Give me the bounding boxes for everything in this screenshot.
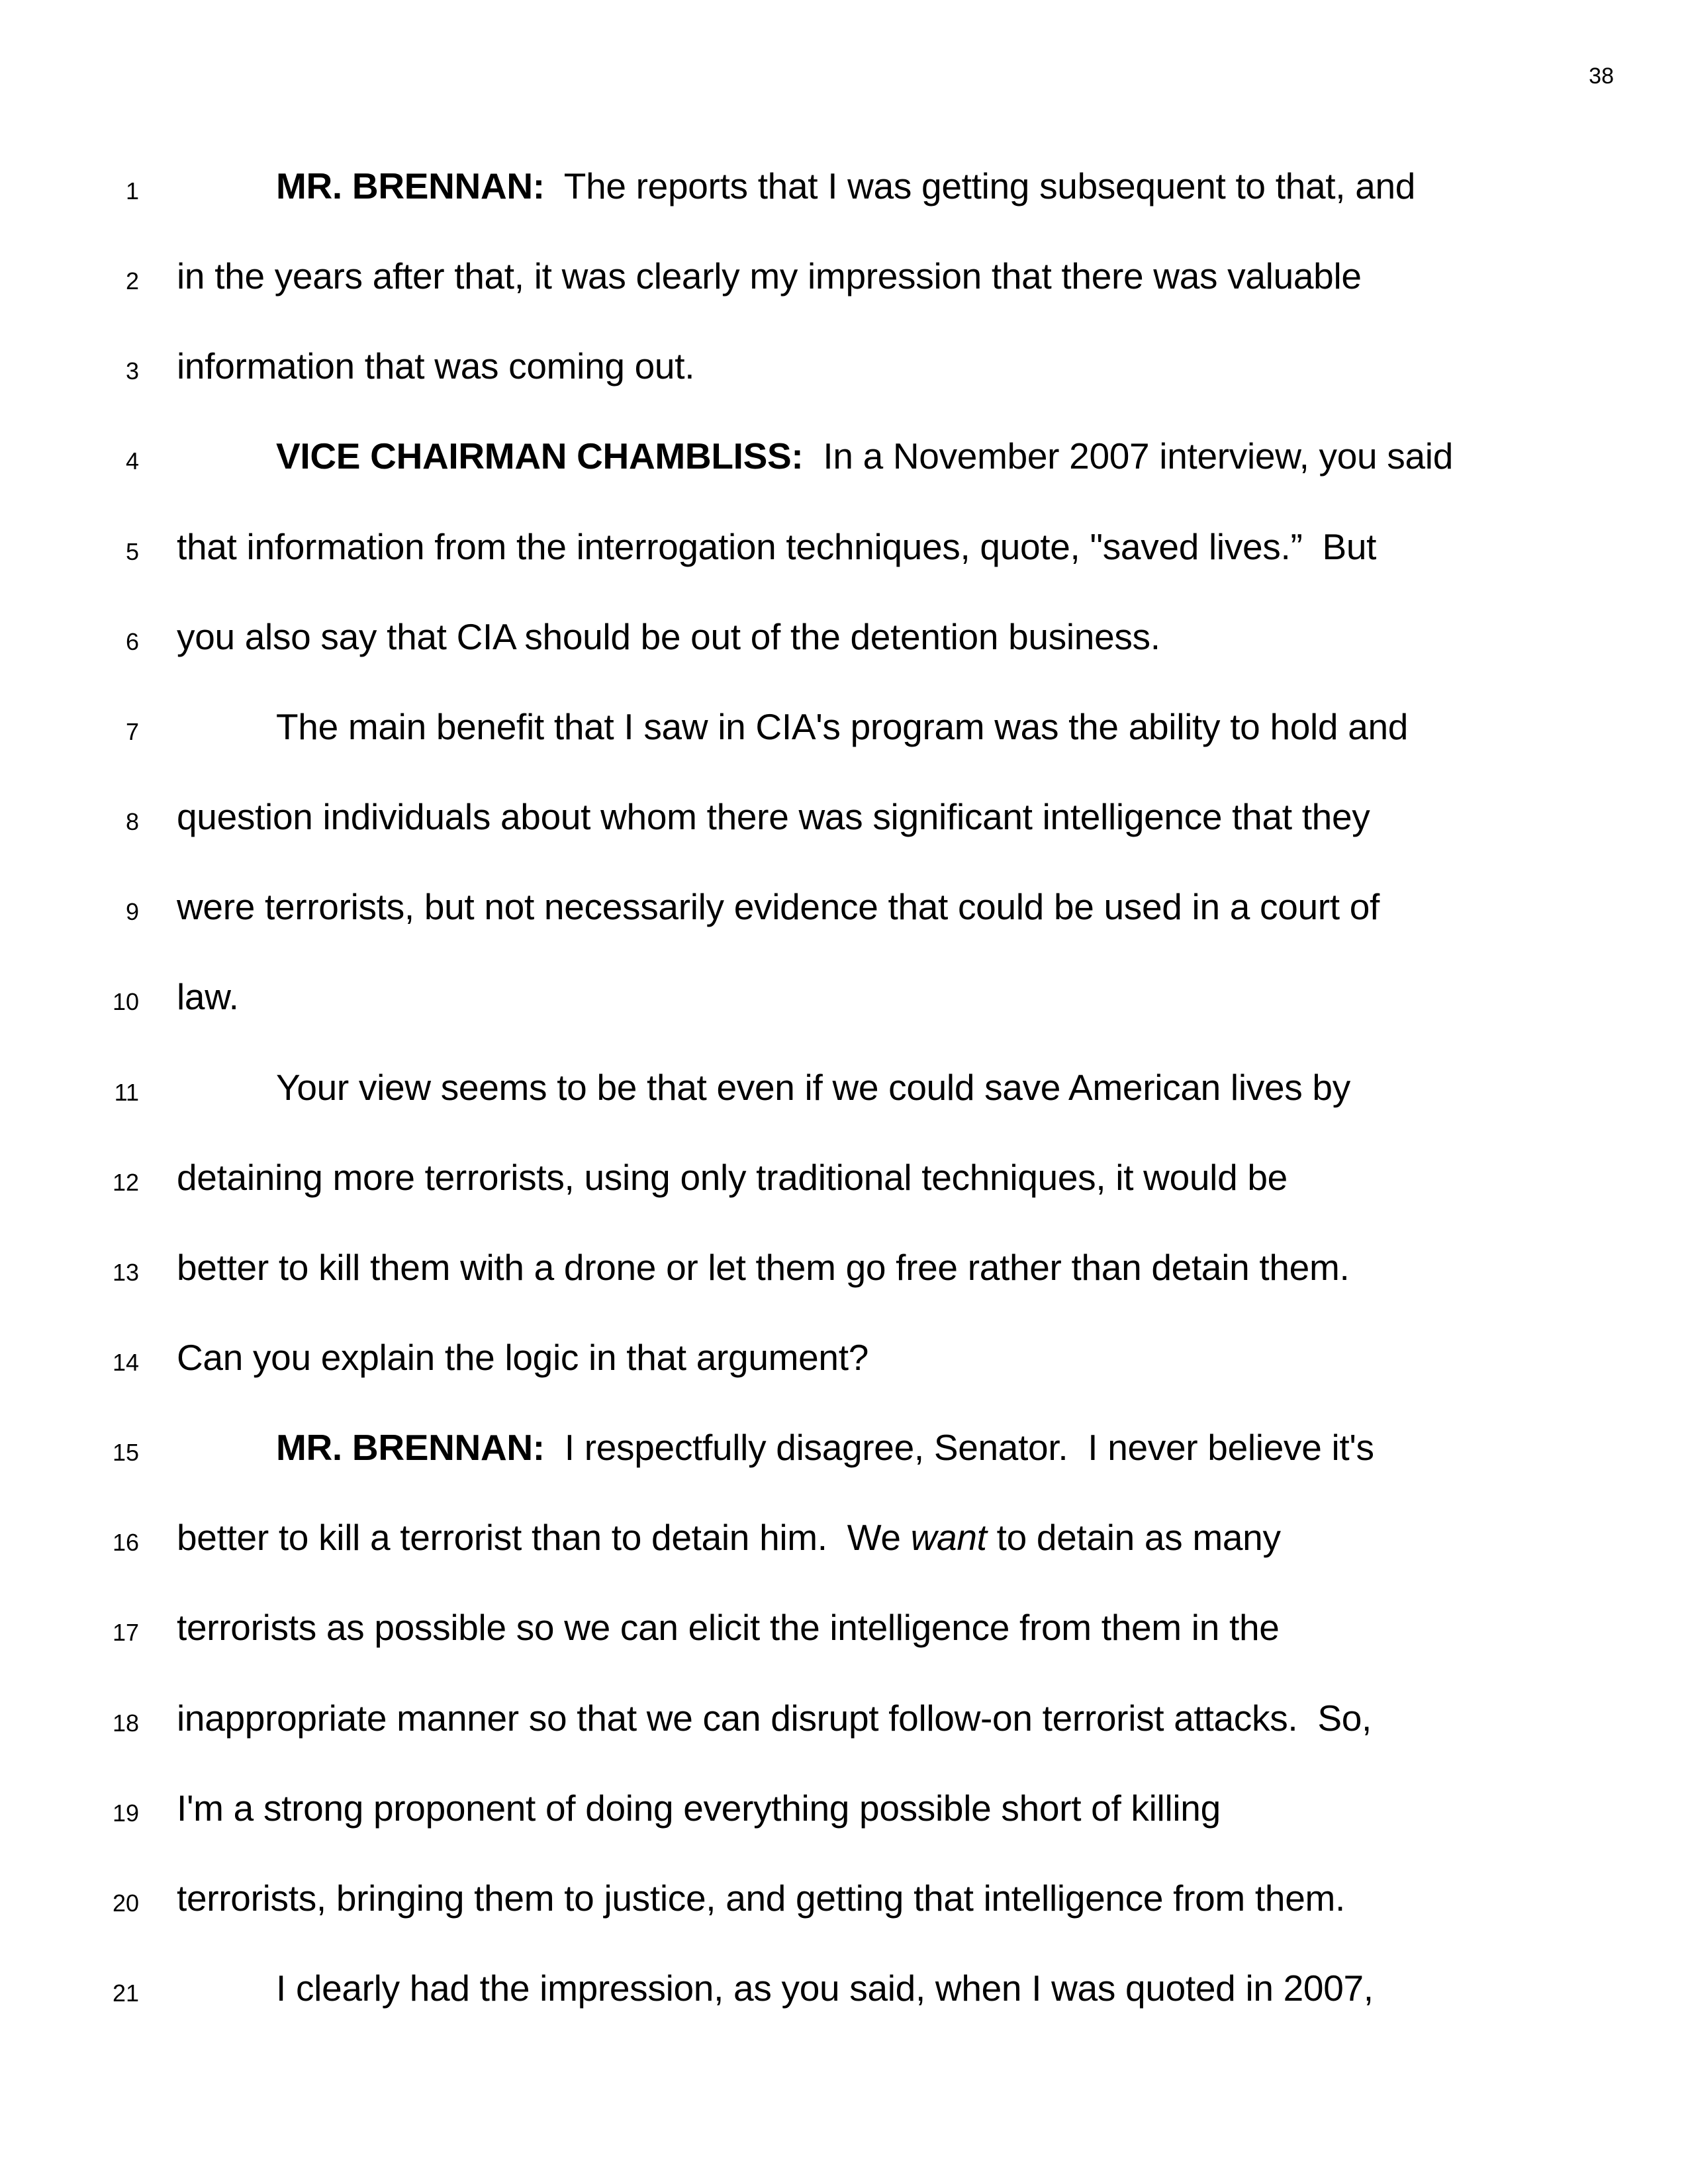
text-run: were terrorists, but not necessarily evidence that could be used in a court of [177,886,1380,928]
transcript-line [0,253,1688,343]
transcript-line [0,1154,1688,1244]
transcript-line [0,1785,1688,1875]
line-number: 4 [125,447,139,475]
text-run: The reports that I was getting subsequent to that, and [544,165,1416,206]
line-text [177,1785,1221,1831]
line-number: 1 [125,177,139,205]
page-number: 38 [1589,64,1614,89]
transcript-line [0,704,1688,794]
transcript-line [0,1514,1688,1604]
line-text [276,433,1453,479]
transcript-line [0,614,1688,704]
transcript-line [0,1875,1688,1965]
line-number: 18 [112,1709,139,1737]
line-number: 21 [112,1979,139,2007]
line-text [276,163,1415,209]
text-run: in the years after that, it was clearly my impression that there was valuable [177,255,1362,297]
line-text [177,1695,1372,1741]
line-text [177,614,1160,660]
line-number: 3 [125,357,139,385]
text-run: In a November 2007 interview, you said [803,435,1454,477]
line-text [177,1604,1280,1651]
line-number: 7 [125,717,139,745]
text-run: information that was coming out. [177,345,695,387]
text-run: inappropriate manner so that we can disrupt follow-on terrorist attacks. So, [177,1697,1372,1739]
transcript-line [0,1244,1688,1334]
line-text [177,1514,1281,1561]
speaker-label: MR. BRENNAN: [276,1427,545,1469]
transcript-line [0,523,1688,614]
line-number: 2 [125,267,139,295]
text-run: I'm a strong proponent of doing everything possible short of killing [177,1787,1221,1829]
line-number: 16 [112,1529,139,1557]
transcript-line [0,1424,1688,1514]
speaker-label: MR. BRENNAN: [276,165,545,206]
text-run: terrorists, bringing them to justice, and getting that intelligence from them. [177,1877,1345,1919]
line-text [276,1424,1374,1471]
line-text [177,974,239,1020]
line-text [177,1334,868,1381]
transcript-line [0,1604,1688,1694]
text-run: you also say that CIA should be out of the detention business. [177,615,1160,657]
text-run: Can you explain the logic in that argument? [177,1336,868,1378]
transcript-line [0,1695,1688,1785]
line-text [177,794,1370,840]
line-number: 15 [112,1439,139,1467]
line-text [276,1965,1374,2011]
transcript-line [0,163,1688,253]
text-run: The main benefit that I saw in CIA's program was the ability to hold and [276,705,1409,747]
line-number: 6 [125,627,139,655]
text-run: law. [177,976,239,1018]
transcript-line [0,1334,1688,1424]
line-number: 8 [125,808,139,836]
text-run: that information from the interrogation techniques, quote, "saved lives.” But [177,525,1377,567]
text-run: I respectfully disagree, Senator. I never believe it's [544,1427,1374,1469]
line-text [177,1244,1349,1291]
line-text [177,253,1362,299]
text-run: better to kill a terrorist than to detain him. We [177,1517,911,1559]
line-number: 11 [114,1078,139,1106]
line-text [177,884,1380,930]
emphasis-text: want [910,1517,987,1559]
transcript-line [0,1965,1688,2055]
line-number: 20 [112,1889,139,1917]
text-run: Your view seems to be that even if we could save American lives by [276,1066,1350,1108]
transcript-line [0,974,1688,1064]
line-text [276,1064,1350,1111]
transcript-line [0,1064,1688,1154]
line-number: 13 [112,1258,139,1286]
line-number: 19 [112,1799,139,1827]
text-run: question individuals about whom there was significant intelligence that they [177,796,1370,838]
transcript-line [0,884,1688,974]
line-number: 10 [112,988,139,1016]
transcript-line [0,343,1688,433]
line-text [276,704,1408,750]
line-number: 17 [112,1619,139,1647]
text-run: better to kill them with a drone or let them go free rather than detain them. [177,1246,1350,1288]
text-run: detaining more terrorists, using only traditional techniques, it would be [177,1156,1288,1198]
line-text [177,343,694,389]
text-run: to detain as many [986,1517,1281,1559]
text-run: I clearly had the impression, as you said, when I was quoted in 2007, [276,1968,1374,2009]
transcript-line [0,794,1688,884]
line-number: 9 [125,898,139,926]
speaker-label: VICE CHAIRMAN CHAMBLISS: [276,435,804,477]
text-run: terrorists as possible so we can elicit the intelligence from them in the [177,1607,1280,1649]
line-number: 12 [112,1168,139,1196]
line-number: 14 [112,1348,139,1376]
line-text [177,523,1376,570]
line-text [177,1154,1288,1201]
transcript-line [0,433,1688,523]
line-number: 5 [125,537,139,565]
line-text [177,1875,1345,1921]
